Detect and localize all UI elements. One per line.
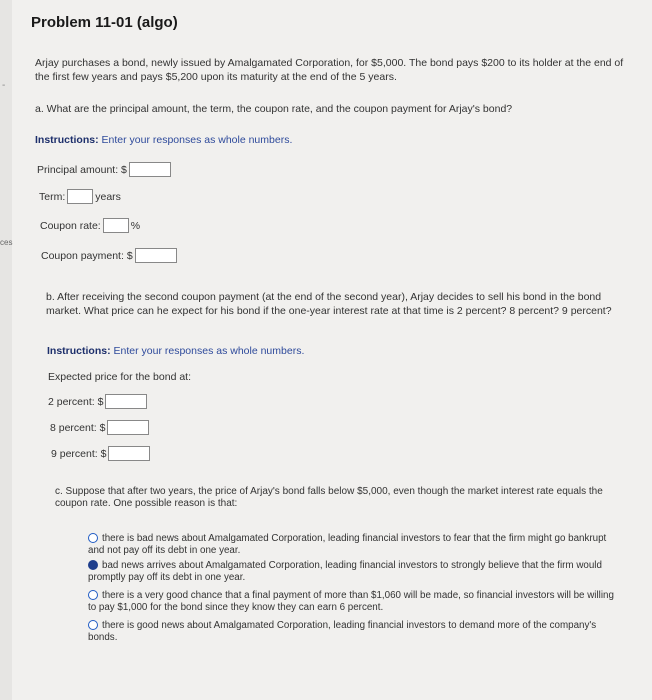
coupon-rate-suffix: % xyxy=(130,219,141,232)
radio-button[interactable] xyxy=(88,533,98,543)
radio-button-selected[interactable] xyxy=(88,560,98,570)
coupon-payment-input[interactable] xyxy=(135,248,177,263)
coupon-rate-input[interactable] xyxy=(103,218,129,233)
price-row-2 xyxy=(48,394,149,409)
principal-row xyxy=(37,162,173,177)
part-a-instructions xyxy=(35,134,292,146)
option-3-text: there is a very good chance that a final payment of more than $1,060 will be made, so financial investors will be willing to pay $1,000 for the bond since they know they can earn 6 percent. xyxy=(88,590,614,613)
price-row-8 xyxy=(50,420,151,435)
price-row-label: 8 percent: xyxy=(50,421,97,434)
principal-input[interactable] xyxy=(129,162,171,177)
term-row xyxy=(39,189,121,204)
principal-label: Principal amount: xyxy=(37,163,119,176)
option-4[interactable] xyxy=(88,620,618,644)
option-1-text: there is bad news about Amalgamated Corporation, leading financial investors to fear that the firm might go bankrupt and not pay off its debt in one year. xyxy=(88,533,607,556)
coupon-payment-row xyxy=(41,248,179,263)
expected-price-label: Expected price for the bond at: xyxy=(48,371,192,383)
option-2[interactable] xyxy=(88,560,618,584)
part-b-question: b. After receiving the second coupon payment (at the end of the second year), Arjay decides to sell his bond in the bond market. What price can he expect for his bond if the one-year interest rate at that time is 2 percent? 8 percent? 9 percent? xyxy=(46,291,612,317)
left-sidebar-edge xyxy=(0,0,12,700)
principal-prefix: $ xyxy=(121,163,127,176)
term-suffix: years xyxy=(95,190,121,203)
coupon-payment-label: Coupon payment: xyxy=(41,249,124,262)
problem-intro: Arjay purchases a bond, newly issued by Amalgamated Corporation, for $5,000. The bond pays $200 to its holder at the end of the first few years and pays $5,200 upon its maturity at the end of the 5 years. xyxy=(35,57,624,83)
price-row-prefix: $ xyxy=(99,421,106,434)
price-input-2-percent[interactable] xyxy=(105,394,147,409)
instructions-label: Instructions: xyxy=(35,134,99,146)
page-title: Problem 11-01 (algo) xyxy=(31,14,178,31)
term-input[interactable] xyxy=(67,189,93,204)
option-3[interactable] xyxy=(88,590,623,614)
coupon-rate-row xyxy=(40,218,140,233)
price-input-9-percent[interactable] xyxy=(108,446,150,461)
part-a-question: a. What are the principal amount, the term, the coupon rate, and the coupon payment for Arjay's bond? xyxy=(35,103,513,115)
option-4-text: there is good news about Amalgamated Corporation, leading financial investors to demand more of the company's bonds. xyxy=(88,620,597,643)
part-c-question: c. Suppose that after two years, the price of Arjay's bond falls below $5,000, even though the market interest rate equals the coupon rate. One possible reason is that: xyxy=(55,486,603,509)
price-row-9 xyxy=(51,446,152,461)
margin-mark: - xyxy=(2,80,6,91)
instructions-text: Enter your responses as whole numbers. xyxy=(113,345,305,357)
radio-button[interactable] xyxy=(88,590,98,600)
part-b-instructions xyxy=(47,345,304,357)
option-1[interactable] xyxy=(88,533,623,557)
price-row-label: 9 percent: xyxy=(51,447,98,460)
price-input-8-percent[interactable] xyxy=(107,420,149,435)
term-label: Term: xyxy=(39,190,66,203)
instructions-text: Enter your responses as whole numbers. xyxy=(101,134,293,146)
coupon-rate-label: Coupon rate: xyxy=(40,219,101,232)
instructions-label: Instructions: xyxy=(47,345,111,357)
price-row-label: 2 percent: xyxy=(48,395,95,408)
radio-button[interactable] xyxy=(88,620,98,630)
price-row-prefix: $ xyxy=(100,447,107,460)
price-row-prefix: $ xyxy=(97,395,104,408)
coupon-payment-prefix: $ xyxy=(126,249,133,262)
option-2-text: bad news arrives about Amalgamated Corporation, leading financial investors to strongly believe that the firm would promptly pay off its debt in one year. xyxy=(88,560,602,583)
margin-label: ces xyxy=(0,238,13,247)
